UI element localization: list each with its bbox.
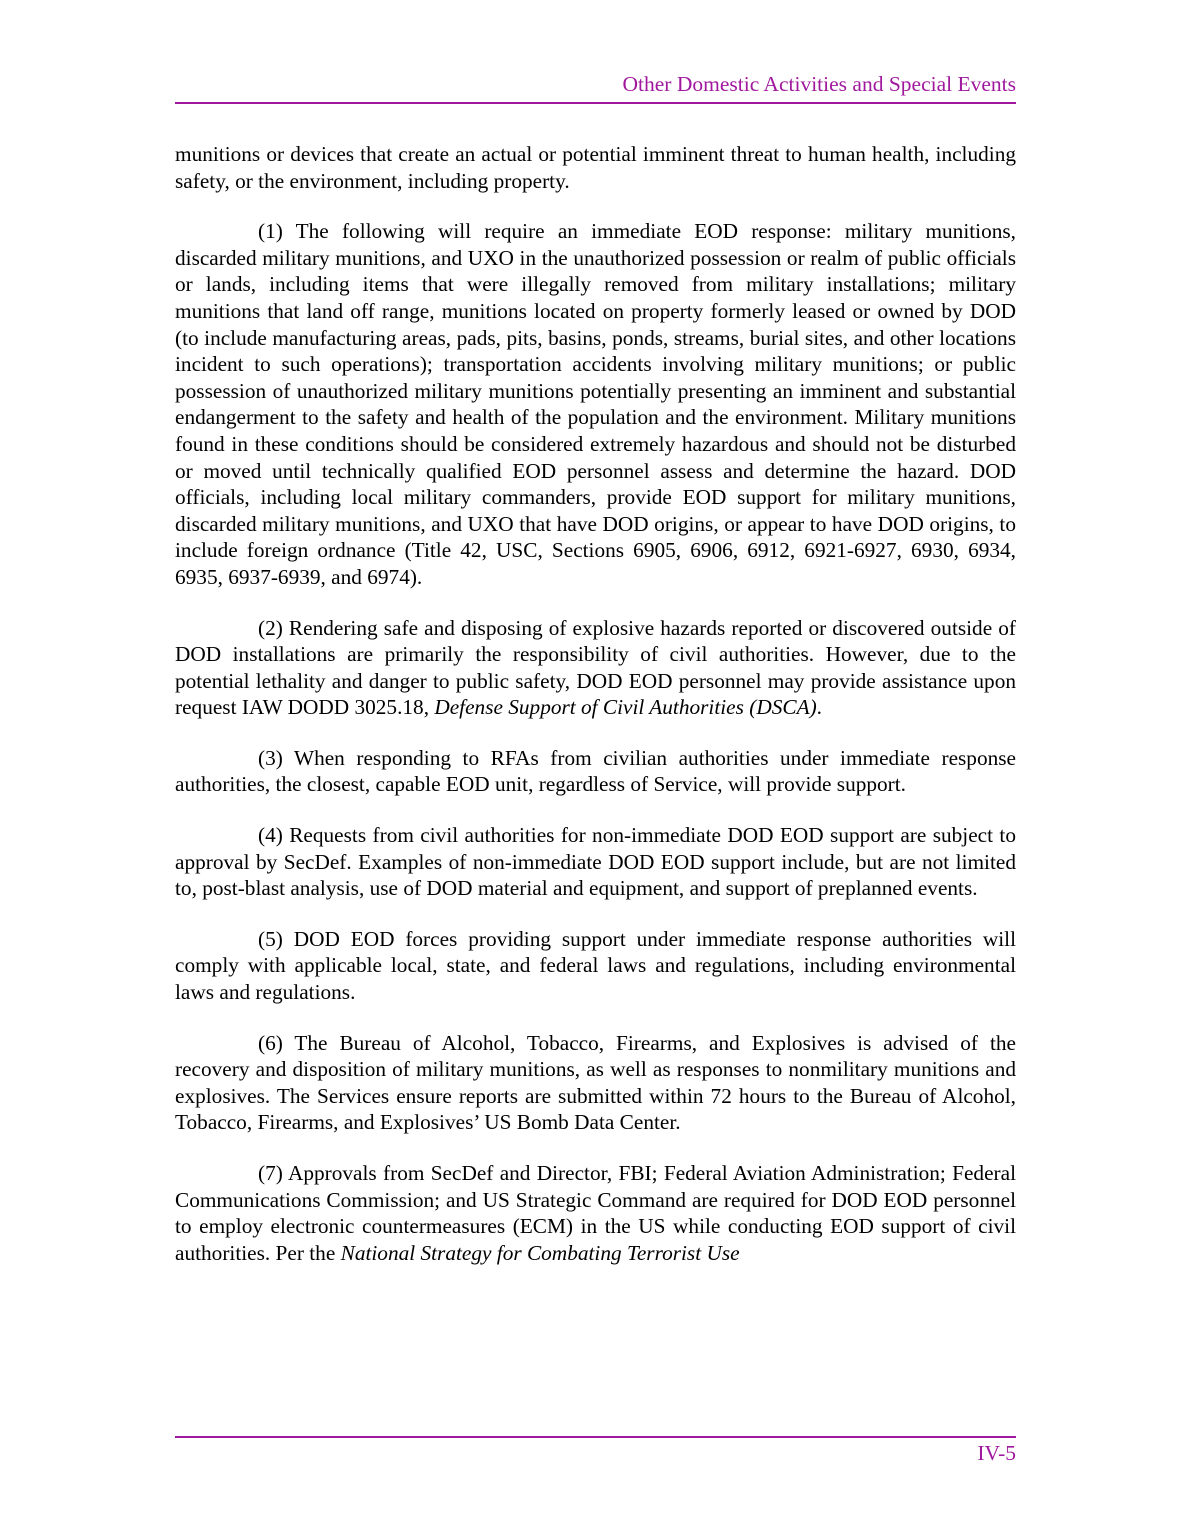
paragraph-text: (7) Approvals from SecDef and Director, FBI; Federal Aviation Administration; Federal Communications Commission; and US Strategic Command are required for DOD EOD personnel to employ electronic countermeasures (ECM) in the US while conducting EOD support of civil authorities. Per the: [175, 1161, 1016, 1265]
paragraph-1: [175, 218, 1016, 590]
paragraph-5: [175, 926, 1016, 1006]
publication-title: National Strategy for Combating Terrorist Use: [340, 1240, 740, 1265]
paragraph-text: munitions or devices that create an actual or potential imminent threat to human health, including safety, or the environment, including property.: [175, 142, 1016, 193]
paragraph-text: (4) Requests from civil authorities for non-immediate DOD EOD support are subject to approval by SecDef. Examples of non-immediate DOD EOD support include, but are not limited to, post-blast analysis, use of DOD material and equipment, and support of preplanned events.: [175, 823, 1016, 901]
paragraph-7: [175, 1160, 1016, 1266]
header-title: Other Domestic Activities and Special Events: [622, 72, 1016, 96]
paragraph-4: [175, 822, 1016, 902]
paragraph-text: (2) Rendering safe and disposing of explosive hazards reported or discovered outside of DOD installations are primarily the responsibility of civil authorities. However, due to the potential lethality and danger to public safety, DOD EOD personnel may provide assistance upon request IAW DODD 3025.18,: [175, 615, 1016, 720]
paragraph-text: (1) The following will require an immediate EOD response: military munitions, discarded military munitions, and UXO in the unauthorized possession or realm of public officials or lands, including items that were illegally removed from military installations; military munitions that land off range, munitions located on property formerly leased or owned by DOD (to include manufacturing areas, pads, pits, basins, ponds, streams, burial sites, and other locations incident to such operations); transportation accidents involving military munitions; or public possession of unauthorized military munitions potentially presenting an imminent and substantial endangerment to the safety and health of the population and the environment. Military munitions found in these conditions should be considered extremely hazardous and should not be disturbed or moved until technically qualified EOD personnel assess and determine the hazard. DOD officials, including local military commanders, provide EOD support for military munitions, discarded military munitions, and UXO that have DOD origins, or appear to have DOD origins, to include foreign ordnance (Title 42, USC, Sections 6905, 6906, 6912, 6921-6927, 6930, 6934, 6935, 6937-6939, and 6974).: [175, 219, 1016, 589]
page-number: IV-5: [977, 1441, 1016, 1465]
paragraph-6: [175, 1030, 1016, 1136]
page-footer: [175, 1436, 1016, 1478]
paragraph-text-end: .: [816, 695, 822, 720]
paragraph-text: (5) DOD EOD forces providing support under immediate response authorities will comply with applicable local, state, and federal laws and regulations, including environmental laws and regulations.: [175, 926, 1016, 1005]
paragraph-3: [175, 745, 1016, 798]
paragraph-2: [175, 615, 1016, 721]
publication-title: Defense Support of Civil Authorities (DSCA): [434, 695, 817, 720]
paragraph-text: (6) The Bureau of Alcohol, Tobacco, Firearms, and Explosives is advised of the recovery and disposition of military munitions, as well as responses to nonmilitary munitions and explosives. The Services ensure reports are submitted within 72 hours to the Bureau of Alcohol, Tobacco, Firearms, and Explosives’ US Bomb Data Center.: [175, 1030, 1016, 1135]
paragraph-continued: [175, 141, 1016, 194]
page-header: [175, 70, 1016, 104]
paragraph-text: (3) When responding to RFAs from civilian authorities under immediate response authorities, the closest, capable EOD unit, regardless of Service, will provide support.: [175, 745, 1016, 797]
body-text: [175, 141, 1016, 1266]
